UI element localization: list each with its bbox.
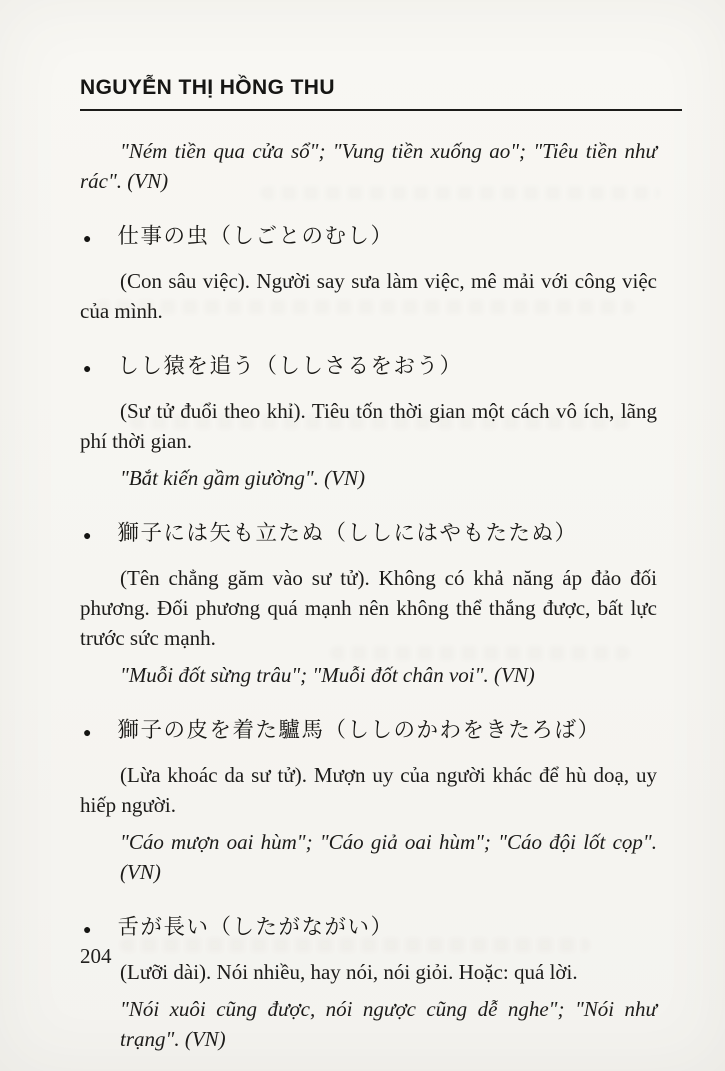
- idiom-explanation: (Lừa khoác da sư tử). Mượn uy của người khác để hù doạ, uy hiếp người.: [80, 763, 657, 817]
- idiom-headword-japanese: 獅子には矢も立たぬ（ししにはやもたたぬ）: [117, 521, 578, 545]
- idiom-equivalent-quote: "Muỗi đốt sừng trâu"; "Muỗi đốt chân voi". (VN): [120, 663, 535, 687]
- idiom-equivalent-quote: "Bắt kiến gầm giường". (VN): [120, 466, 366, 490]
- idiom-headword-row: [80, 220, 657, 256]
- idiom-explanation: (Con sâu việc). Người say sưa làm việc, mê mải với công việc của mình.: [80, 269, 657, 323]
- bullet-icon: ●: [83, 923, 92, 938]
- bullet-icon: ●: [83, 726, 92, 741]
- idiom-equivalent-quote: "Cáo mượn oai hùm"; "Cáo giả oai hùm"; "Cáo đội lốt cọp". (VN): [120, 830, 657, 884]
- idiom-entry: [80, 911, 657, 1054]
- idiom-entry: [80, 350, 657, 493]
- idiom-headword-row: [80, 714, 657, 750]
- idiom-headword-row: [80, 911, 657, 947]
- page-body: [80, 136, 657, 1054]
- idiom-entry: [80, 220, 657, 326]
- bullet-icon: ●: [83, 529, 92, 544]
- idiom-entry: [80, 517, 657, 690]
- running-header-author: NGUYỄN THỊ HỒNG THU: [80, 76, 682, 111]
- bullet-icon: ●: [83, 232, 92, 247]
- intro-equivalent-quote: "Ném tiền qua cửa sổ"; "Vung tiền xuống ao"; "Tiêu tiền như rác". (VN): [80, 139, 657, 193]
- idiom-headword-row: [80, 350, 657, 386]
- idiom-explanation: (Tên chẳng găm vào sư tử). Không có khả năng áp đảo đối phương. Đối phương quá mạnh nên không thể thắng được, bất lực trước sức mạnh.: [80, 566, 657, 650]
- idiom-headword-row: [80, 517, 657, 553]
- idiom-headword-japanese: 獅子の皮を着た驢馬（ししのかわをきたろば）: [117, 718, 601, 742]
- idiom-equivalent-quote: "Nói xuôi cũng được, nói ngược cũng dễ nghe"; "Nói như trạng". (VN): [120, 997, 657, 1051]
- idiom-explanation: (Sư tử đuổi theo khỉ). Tiêu tốn thời gian một cách vô ích, lãng phí thời gian.: [80, 399, 657, 453]
- idiom-explanation: (Lưỡi dài). Nói nhiều, hay nói, nói giỏi. Hoặc: quá lời.: [120, 960, 578, 984]
- page-number: 204: [80, 944, 112, 968]
- idiom-headword-japanese: 舌が長い（したがながい）: [117, 915, 394, 939]
- bullet-icon: ●: [83, 362, 92, 377]
- idiom-headword-japanese: しし猿を追う（ししさるをおう）: [117, 354, 463, 378]
- idiom-entry: [80, 714, 657, 887]
- idiom-headword-japanese: 仕事の虫（しごとのむし）: [117, 224, 394, 248]
